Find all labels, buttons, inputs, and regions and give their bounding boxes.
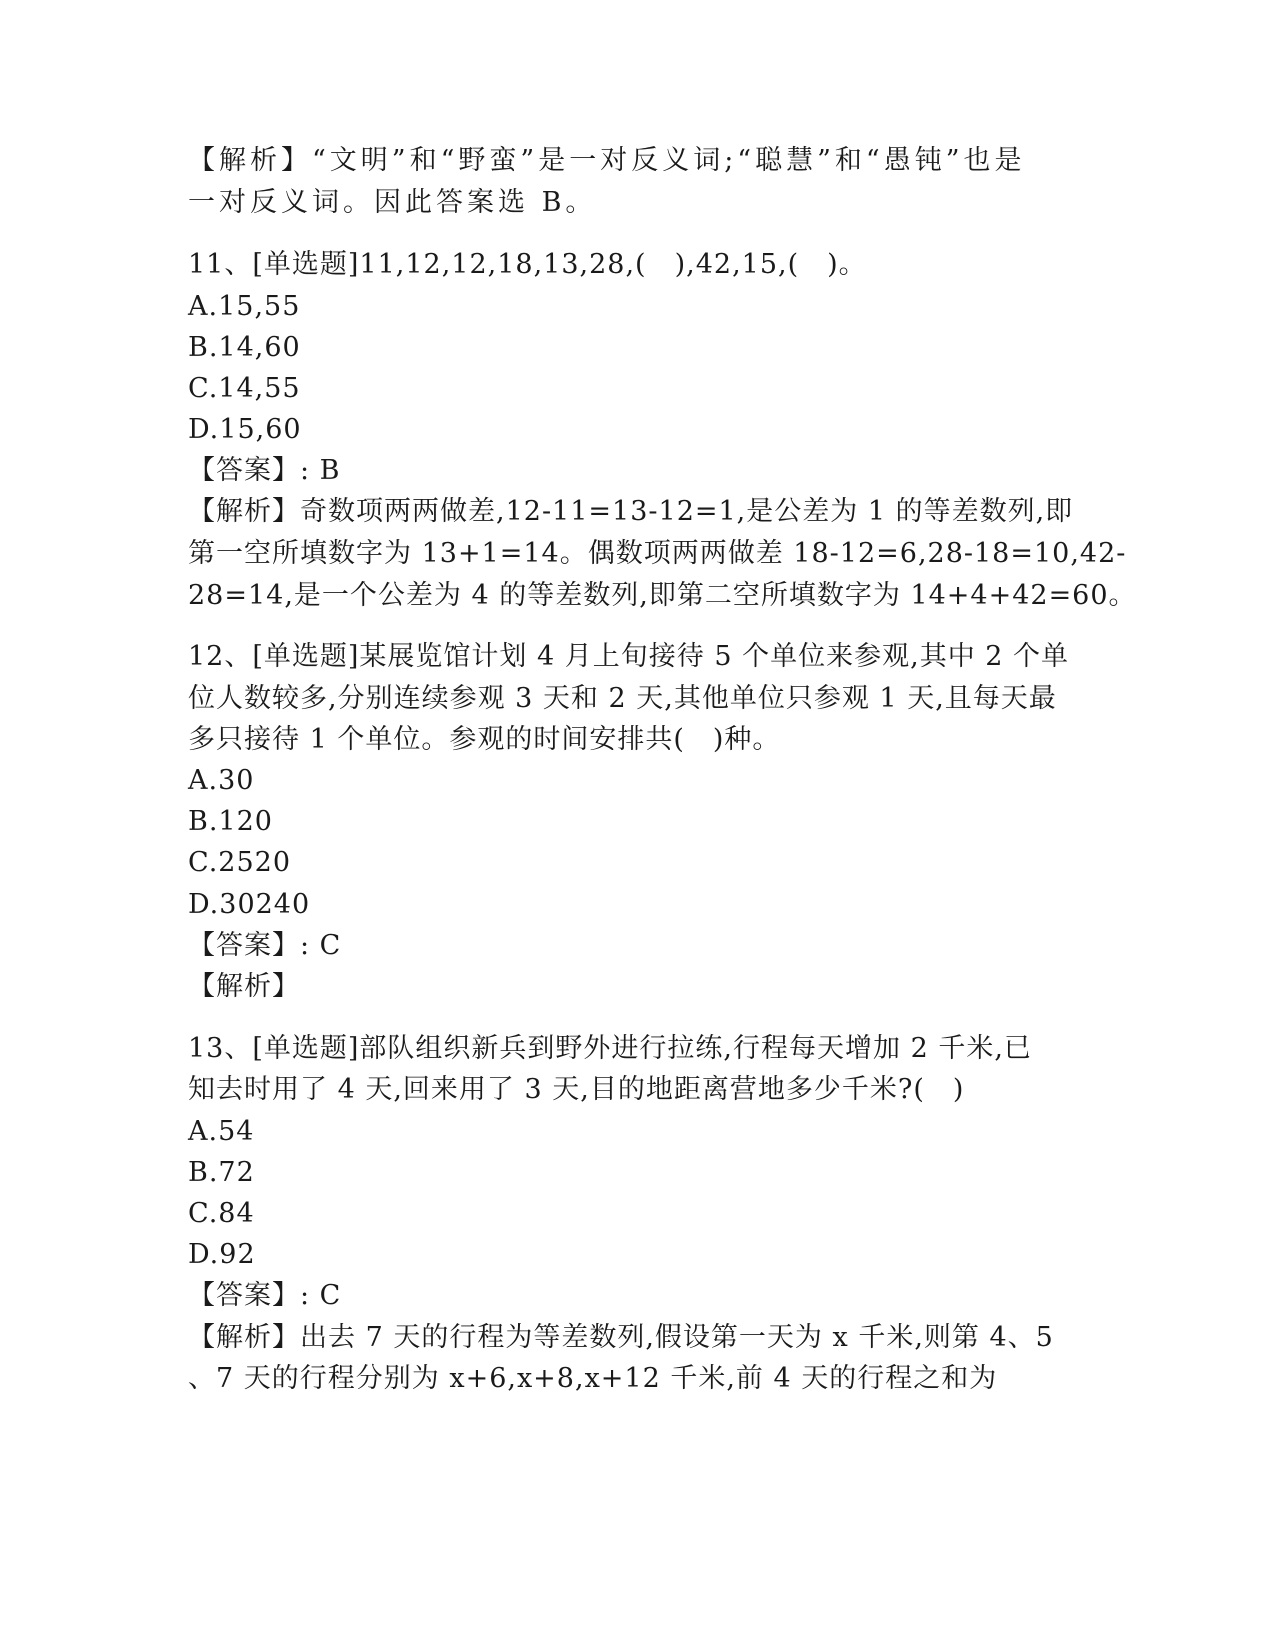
q11-option-a: A.15,55: [188, 291, 301, 322]
q11-option-c: C.14,55: [188, 373, 301, 404]
q12-option-a: A.30: [188, 765, 255, 796]
q11-option-b: B.14,60: [188, 332, 301, 363]
q11-question: 11、[单选题]11,12,12,18,13,28,( ),42,15,( )。: [188, 249, 867, 280]
q11-explanation-line-2: 第一空所填数字为 13+1=14。偶数项两两做差 18-12=6,28-18=10,42-: [188, 538, 1127, 569]
q11-explanation-line-1: 【解析】奇数项两两做差,12-11=13-12=1,是公差为 1 的等差数列,即: [188, 496, 1074, 527]
q13-explanation-line-2: 、7 天的行程分别为 x+6,x+8,x+12 千米,前 4 天的行程之和为: [188, 1363, 998, 1394]
q12-explanation: 【解析】: [188, 971, 300, 1002]
q11-option-d: D.15,60: [188, 414, 302, 445]
q12-option-b: B.120: [188, 806, 273, 837]
prev-explanation-line-1: 【解析】“文明”和“野蛮”是一对反义词;“聪慧”和“愚钝”也是: [188, 145, 1026, 176]
q11-answer: 【答案】: B: [188, 455, 341, 486]
q13-option-b: B.72: [188, 1157, 255, 1188]
q12-question-line-1: 12、[单选题]某展览馆计划 4 月上旬接待 5 个单位来参观,其中 2 个单: [188, 641, 1070, 672]
prev-explanation-line-2: 一对反义词。因此答案选 B。: [188, 187, 597, 218]
q12-answer: 【答案】: C: [188, 930, 342, 961]
q12-option-d: D.30240: [188, 889, 311, 920]
q13-option-a: A.54: [188, 1116, 255, 1147]
q12-question-line-2: 位人数较多,分别连续参观 3 天和 2 天,其他单位只参观 1 天,且每天最: [188, 683, 1057, 714]
q13-answer: 【答案】: C: [188, 1280, 342, 1311]
q13-explanation-line-1: 【解析】出去 7 天的行程为等差数列,假设第一天为 x 千米,则第 4、5: [188, 1322, 1054, 1353]
q11-explanation-line-3: 28=14,是一个公差为 4 的等差数列,即第二空所填数字为 14+4+42=60。: [188, 580, 1137, 611]
q13-option-d: D.92: [188, 1239, 256, 1270]
q12-question-line-3: 多只接待 1 个单位。参观的时间安排共( )种。: [188, 724, 781, 755]
q13-option-c: C.84: [188, 1198, 255, 1229]
q12-option-c: C.2520: [188, 847, 291, 878]
q13-question-line-2: 知去时用了 4 天,回来用了 3 天,目的地距离营地多少千米?( ): [188, 1074, 965, 1105]
q13-question-line-1: 13、[单选题]部队组织新兵到野外进行拉练,行程每天增加 2 千米,已: [188, 1033, 1032, 1064]
